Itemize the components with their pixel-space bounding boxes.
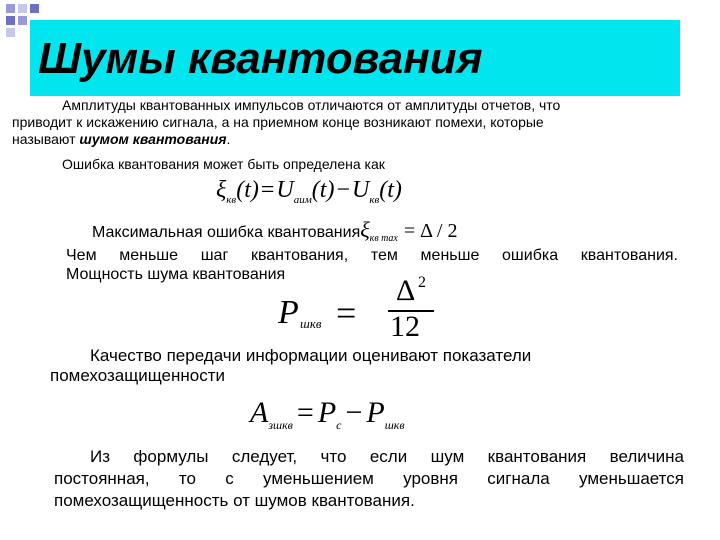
quality-line-2: помехозащищенности bbox=[50, 366, 225, 385]
u-kv-subscript: кв bbox=[369, 193, 380, 206]
max-error-label: Максимальная ошибка квантования bbox=[92, 224, 361, 241]
decor-square bbox=[6, 28, 15, 37]
xi-max-subscript: кв max bbox=[369, 233, 398, 245]
decor-square bbox=[6, 4, 15, 13]
delta-symbol: Δ bbox=[396, 274, 416, 307]
xi-symbol: ξ bbox=[360, 217, 370, 242]
formula-quantization-error bbox=[216, 176, 402, 214]
max-error-value: = Δ / 2 bbox=[403, 220, 458, 242]
noise-power-label: Мощность шума квантования bbox=[66, 266, 286, 283]
u-symbol: U bbox=[351, 177, 370, 203]
equals-sign: = bbox=[260, 177, 275, 203]
u-aim-subscript: аим bbox=[293, 193, 312, 206]
intro-line-3-text: называют bbox=[12, 131, 80, 147]
max-error-line bbox=[92, 217, 458, 248]
smaller-step-line: Чем меньше шаг квантования, тем меньше ошибка квантования. bbox=[66, 247, 678, 264]
quality-line-1: Качество передачи информации оценивают показатели bbox=[90, 346, 532, 365]
decor-square bbox=[18, 4, 27, 13]
conclusion-paragraph bbox=[54, 446, 684, 512]
p-symbol: P bbox=[317, 396, 337, 429]
minus-sign: − bbox=[345, 396, 363, 429]
minus-sign: − bbox=[336, 177, 350, 203]
slide-title: Шумы квантования bbox=[38, 34, 483, 83]
xi-subscript: кв bbox=[226, 193, 237, 206]
intro-line-2: приводит к искажению сигнала, а на приемном конце возникают помехи, которые bbox=[12, 114, 544, 130]
decor-square bbox=[6, 16, 15, 25]
p-symbol: P bbox=[278, 294, 299, 331]
p-subscript: шкв bbox=[300, 316, 322, 331]
arg-t: (t) bbox=[379, 177, 402, 203]
p-c-subscript: с bbox=[336, 418, 342, 432]
quantization-noise-term: шумом квантования bbox=[79, 131, 227, 147]
arg-t: (t) bbox=[311, 177, 335, 203]
square-exponent: 2 bbox=[418, 274, 426, 291]
conclusion-line-1: Из формулы следует, что если шум квантования величина bbox=[90, 447, 684, 466]
decor-square bbox=[18, 16, 27, 25]
a-symbol: A bbox=[250, 396, 269, 429]
intro-line-3-end: . bbox=[226, 131, 231, 147]
p-noise-subscript: шкв bbox=[384, 418, 405, 432]
u-symbol: U bbox=[276, 177, 294, 203]
conclusion-line-3: помехозащищенность от шумов квантования. bbox=[54, 491, 415, 510]
equals-sign: = bbox=[296, 396, 314, 429]
paragraph-intro bbox=[12, 97, 672, 148]
intro-line-3 bbox=[12, 131, 672, 148]
paragraph-error-defined: Ошибка квантования может быть определена как bbox=[62, 156, 385, 172]
decor-square bbox=[30, 4, 39, 13]
quality-paragraph bbox=[50, 346, 531, 386]
formula-noise-power bbox=[278, 274, 448, 343]
a-subscript: зшкв bbox=[268, 418, 293, 432]
equals-sign: = bbox=[336, 293, 357, 333]
formula-noise-immunity bbox=[250, 396, 405, 442]
p-symbol: P bbox=[366, 396, 385, 429]
arg-t: (t) bbox=[236, 177, 259, 203]
xi-symbol: ξ bbox=[216, 177, 227, 203]
intro-line-1: Амплитуды квантованных импульсов отличаются от амплитуды отчетов, что bbox=[62, 97, 561, 113]
denominator: 12 bbox=[390, 310, 420, 343]
conclusion-line-2: постоянная, то с уменьшением уровня сигнала уменьшается bbox=[54, 469, 684, 488]
